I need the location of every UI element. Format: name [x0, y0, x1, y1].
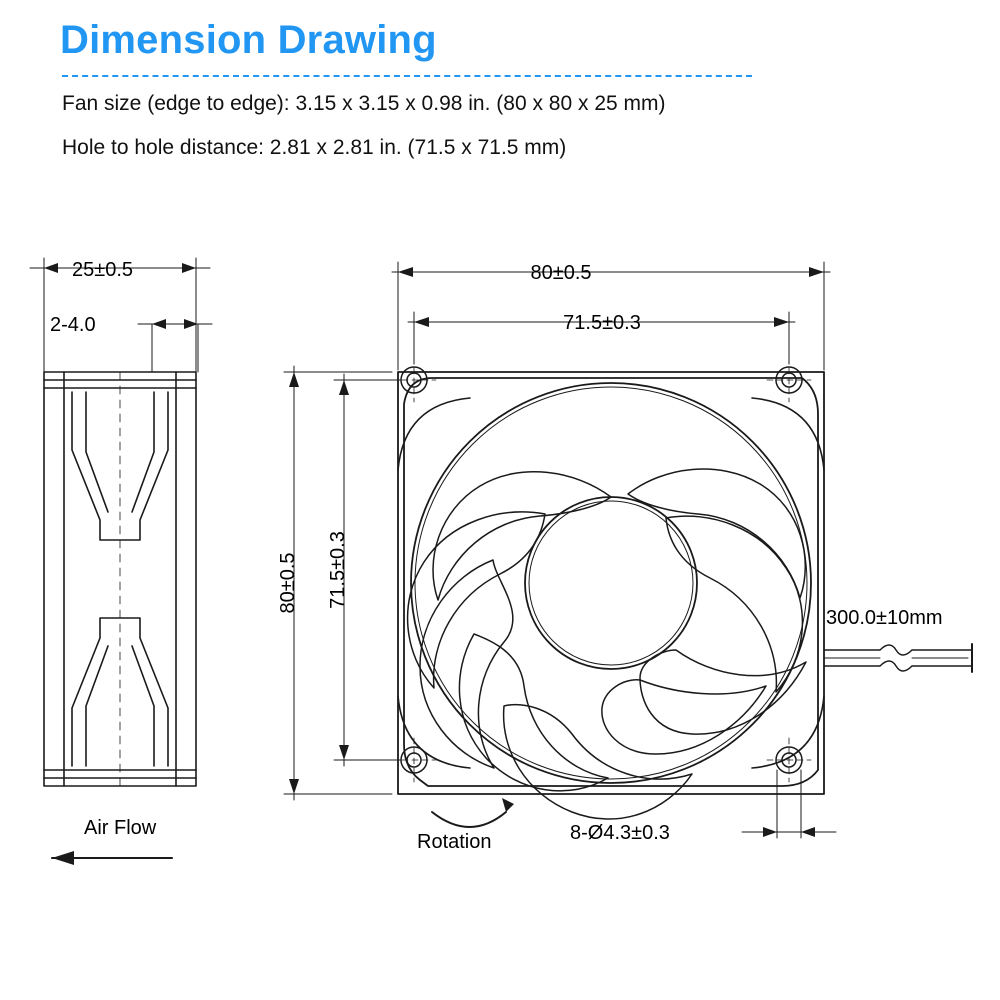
- label-hole-span-top: 71.5±0.3: [563, 312, 641, 334]
- fan-size-text: Fan size (edge to edge): 3.15 x 3.15 x 0.98 in. (80 x 80 x 25 mm): [62, 92, 666, 115]
- label-rotation: Rotation: [417, 831, 492, 853]
- label-hole-spec: 8-Ø4.3±0.3: [570, 822, 670, 844]
- front-view-group: [284, 262, 972, 838]
- label-thickness: 25±0.5: [72, 259, 134, 281]
- label-width: 80±0.5: [530, 262, 592, 284]
- page-title: Dimension Drawing: [60, 18, 437, 62]
- label-height: 80±0.5: [277, 552, 299, 614]
- label-hole-span-side: 71.5±0.3: [327, 531, 349, 609]
- label-air-flow: Air Flow: [84, 817, 157, 839]
- hole-distance-text: Hole to hole distance: 2.81 x 2.81 in. (71.5 x 71.5 mm): [62, 136, 567, 159]
- label-cable-length: 300.0±10mm: [826, 607, 943, 629]
- side-view-group: [30, 258, 212, 865]
- label-flange: 2-4.0: [50, 314, 96, 336]
